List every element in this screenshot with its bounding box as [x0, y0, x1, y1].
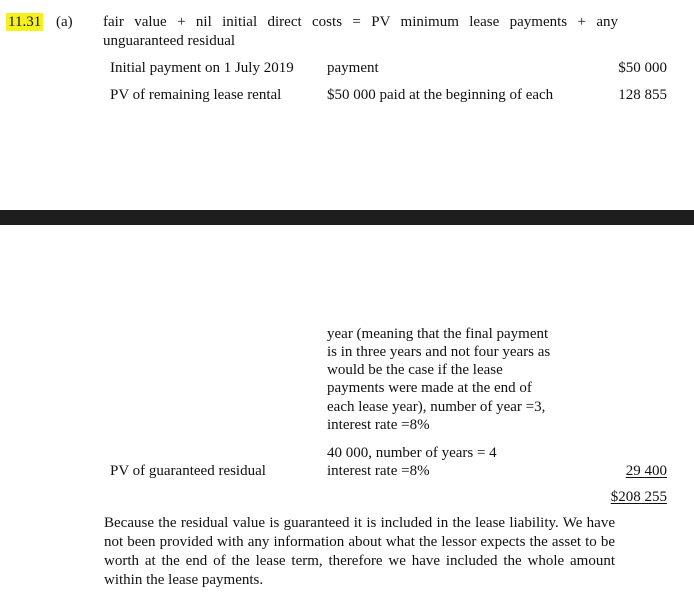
- continued-line: interest rate =8%: [327, 417, 430, 433]
- pv-guaranteed-amount: 29 400: [625, 463, 667, 479]
- pv-remaining-label: PV of remaining lease rental: [110, 87, 282, 103]
- initial-payment-label: Initial payment on 1 July 2019: [110, 60, 294, 76]
- pv-remaining-description: $50 000 paid at the beginning of each: [327, 87, 554, 103]
- pv-guaranteed-label: PV of guaranteed residual: [110, 463, 266, 479]
- formula-line-2: unguaranteed residual: [103, 33, 236, 49]
- continued-line: is in three years and not four years as: [327, 344, 551, 360]
- continued-line: would be the case if the lease: [327, 362, 503, 378]
- continued-line: year (meaning that the final payment: [327, 326, 549, 342]
- explanatory-note: Because the residual value is guaranteed it is included in the lease liability. We have not been provided with any information about what the lessor expects the asset to be worth at the end of the lease term, therefore we have included the whole amount within the lease payments.: [104, 515, 615, 588]
- continued-line: each lease year), number of year =3,: [327, 399, 546, 415]
- question-number: 11.31: [8, 14, 42, 30]
- initial-payment-amount: $50 000: [618, 60, 667, 76]
- continued-line: payments were made at the end of: [327, 380, 532, 396]
- pv-guaranteed-description: interest rate =8%: [327, 463, 430, 479]
- total-amount: $208 255: [610, 489, 667, 505]
- pv-remaining-amount: 128 855: [618, 87, 667, 103]
- formula-line-1: fair value + nil initial direct costs = PV minimum lease payments + any: [103, 14, 618, 30]
- pv-guaranteed-pre-line: 40 000, number of years = 4: [327, 445, 497, 461]
- initial-payment-description: payment: [327, 60, 379, 76]
- page-break-band: [0, 210, 694, 225]
- question-part: (a): [56, 14, 73, 30]
